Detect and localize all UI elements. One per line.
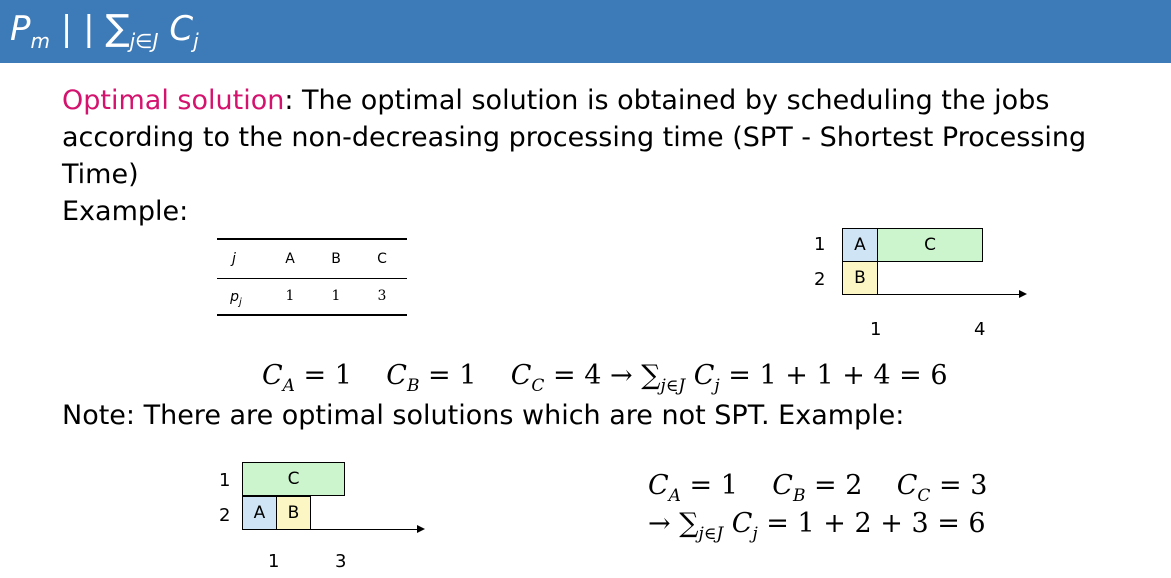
sum-formula-non-spt	[648, 508, 986, 544]
processing-time-table	[217, 238, 407, 316]
completion-times-formula-non-spt	[648, 470, 988, 506]
f2-sum: ∑	[679, 508, 699, 539]
f1-cc-sub: C	[531, 376, 545, 396]
gantt1-job-b: B	[842, 261, 878, 295]
note-text: Note: There are optimal solutions which are not SPT. Example:	[62, 400, 905, 431]
gantt2-tick-3: 3	[335, 551, 347, 572]
f2-arrow: →	[648, 508, 680, 539]
gantt2-job-c: C	[242, 462, 345, 496]
f1-cj: C	[693, 360, 715, 391]
f2-ca-val: = 1	[680, 470, 738, 501]
gantt2-machine-2: 2	[219, 505, 231, 526]
table-bottom-rule	[217, 314, 407, 316]
table-top-rule	[217, 238, 407, 240]
table-row-label	[221, 289, 251, 308]
f1-ca-sub: A	[282, 376, 295, 396]
gantt2-job-b: B	[276, 496, 311, 530]
table-value-a: 1	[285, 288, 295, 304]
gantt2-arrow-icon	[417, 525, 425, 533]
gantt1-job-c: C	[877, 228, 983, 262]
f1-cb: C	[386, 360, 407, 391]
table-header-c: C	[377, 251, 387, 267]
note-paragraph	[62, 397, 1167, 434]
table-row-sub: j	[239, 297, 242, 308]
gantt2-axis	[242, 529, 418, 530]
completion-times-formula-spt	[262, 360, 948, 396]
slide-title	[10, 8, 199, 53]
title-p: P	[10, 9, 31, 49]
table-header-j: j	[232, 251, 236, 267]
example-label: Example:	[62, 196, 189, 227]
intro-paragraph	[62, 82, 1167, 230]
gantt2-machine-1: 1	[219, 470, 231, 491]
f2-ca-sub: A	[668, 486, 681, 506]
gantt1-machine-1: 1	[814, 234, 826, 255]
f2-cj: C	[731, 508, 753, 539]
f2-ca: C	[648, 470, 669, 501]
table-mid-rule	[217, 278, 407, 279]
gantt1-machine-2: 2	[814, 269, 826, 290]
f2-cc-sub: C	[917, 486, 931, 506]
f2-sum-sub: j∈J	[698, 524, 724, 544]
gantt2-job-a: A	[242, 496, 277, 530]
title-c-sub: j	[193, 29, 199, 53]
optimal-solution-label: Optimal solution	[62, 85, 285, 116]
f1-cc-val: = 4 →	[544, 360, 642, 391]
f1-cb-sub: B	[406, 376, 420, 396]
gantt1-arrow-icon	[1019, 290, 1027, 298]
slide-header	[0, 0, 1171, 63]
title-m: m	[30, 29, 50, 53]
f2-cb: C	[772, 470, 793, 501]
f1-cc: C	[510, 360, 532, 391]
gantt2-tick-1: 1	[268, 551, 280, 572]
title-c: C	[169, 9, 194, 49]
table-value-c: 3	[377, 288, 387, 304]
table-row-p: p	[230, 289, 240, 305]
f1-sum: ∑	[641, 360, 661, 391]
gantt1-tick-4: 4	[974, 319, 986, 340]
table-header-a: A	[285, 251, 295, 267]
f1-cb-val: = 1	[419, 360, 477, 391]
table-value-b: 1	[331, 288, 341, 304]
f1-ca-val: = 1	[294, 360, 352, 391]
f1-ca: C	[262, 360, 283, 391]
f2-cc-val: = 3	[930, 470, 988, 501]
f1-sum-sub: j∈J	[660, 376, 686, 396]
gantt1-tick-1: 1	[870, 319, 882, 340]
f2-cc: C	[896, 470, 918, 501]
f2-cb-sub: B	[792, 486, 806, 506]
f1-cj-sub: j	[714, 376, 720, 396]
table-header-b: B	[331, 251, 341, 267]
f1-result: = 1 + 1 + 4 = 6	[719, 360, 948, 391]
gantt1-job-a: A	[842, 228, 878, 262]
title-sum: ∑	[105, 8, 130, 49]
title-bars: | |	[60, 9, 95, 49]
gantt1-axis	[842, 294, 1020, 295]
optimal-solution-text: : The optimal solution is obtained by scheduling the jobs according to the non-decreasing processing time (SPT - Shortest Processing Time)	[62, 85, 1087, 190]
f2-cj-sub: j	[752, 524, 758, 544]
title-sum-sub: j∈J	[129, 29, 159, 53]
f2-result: = 1 + 2 + 3 = 6	[757, 508, 986, 539]
f2-cb-val: = 2	[805, 470, 863, 501]
